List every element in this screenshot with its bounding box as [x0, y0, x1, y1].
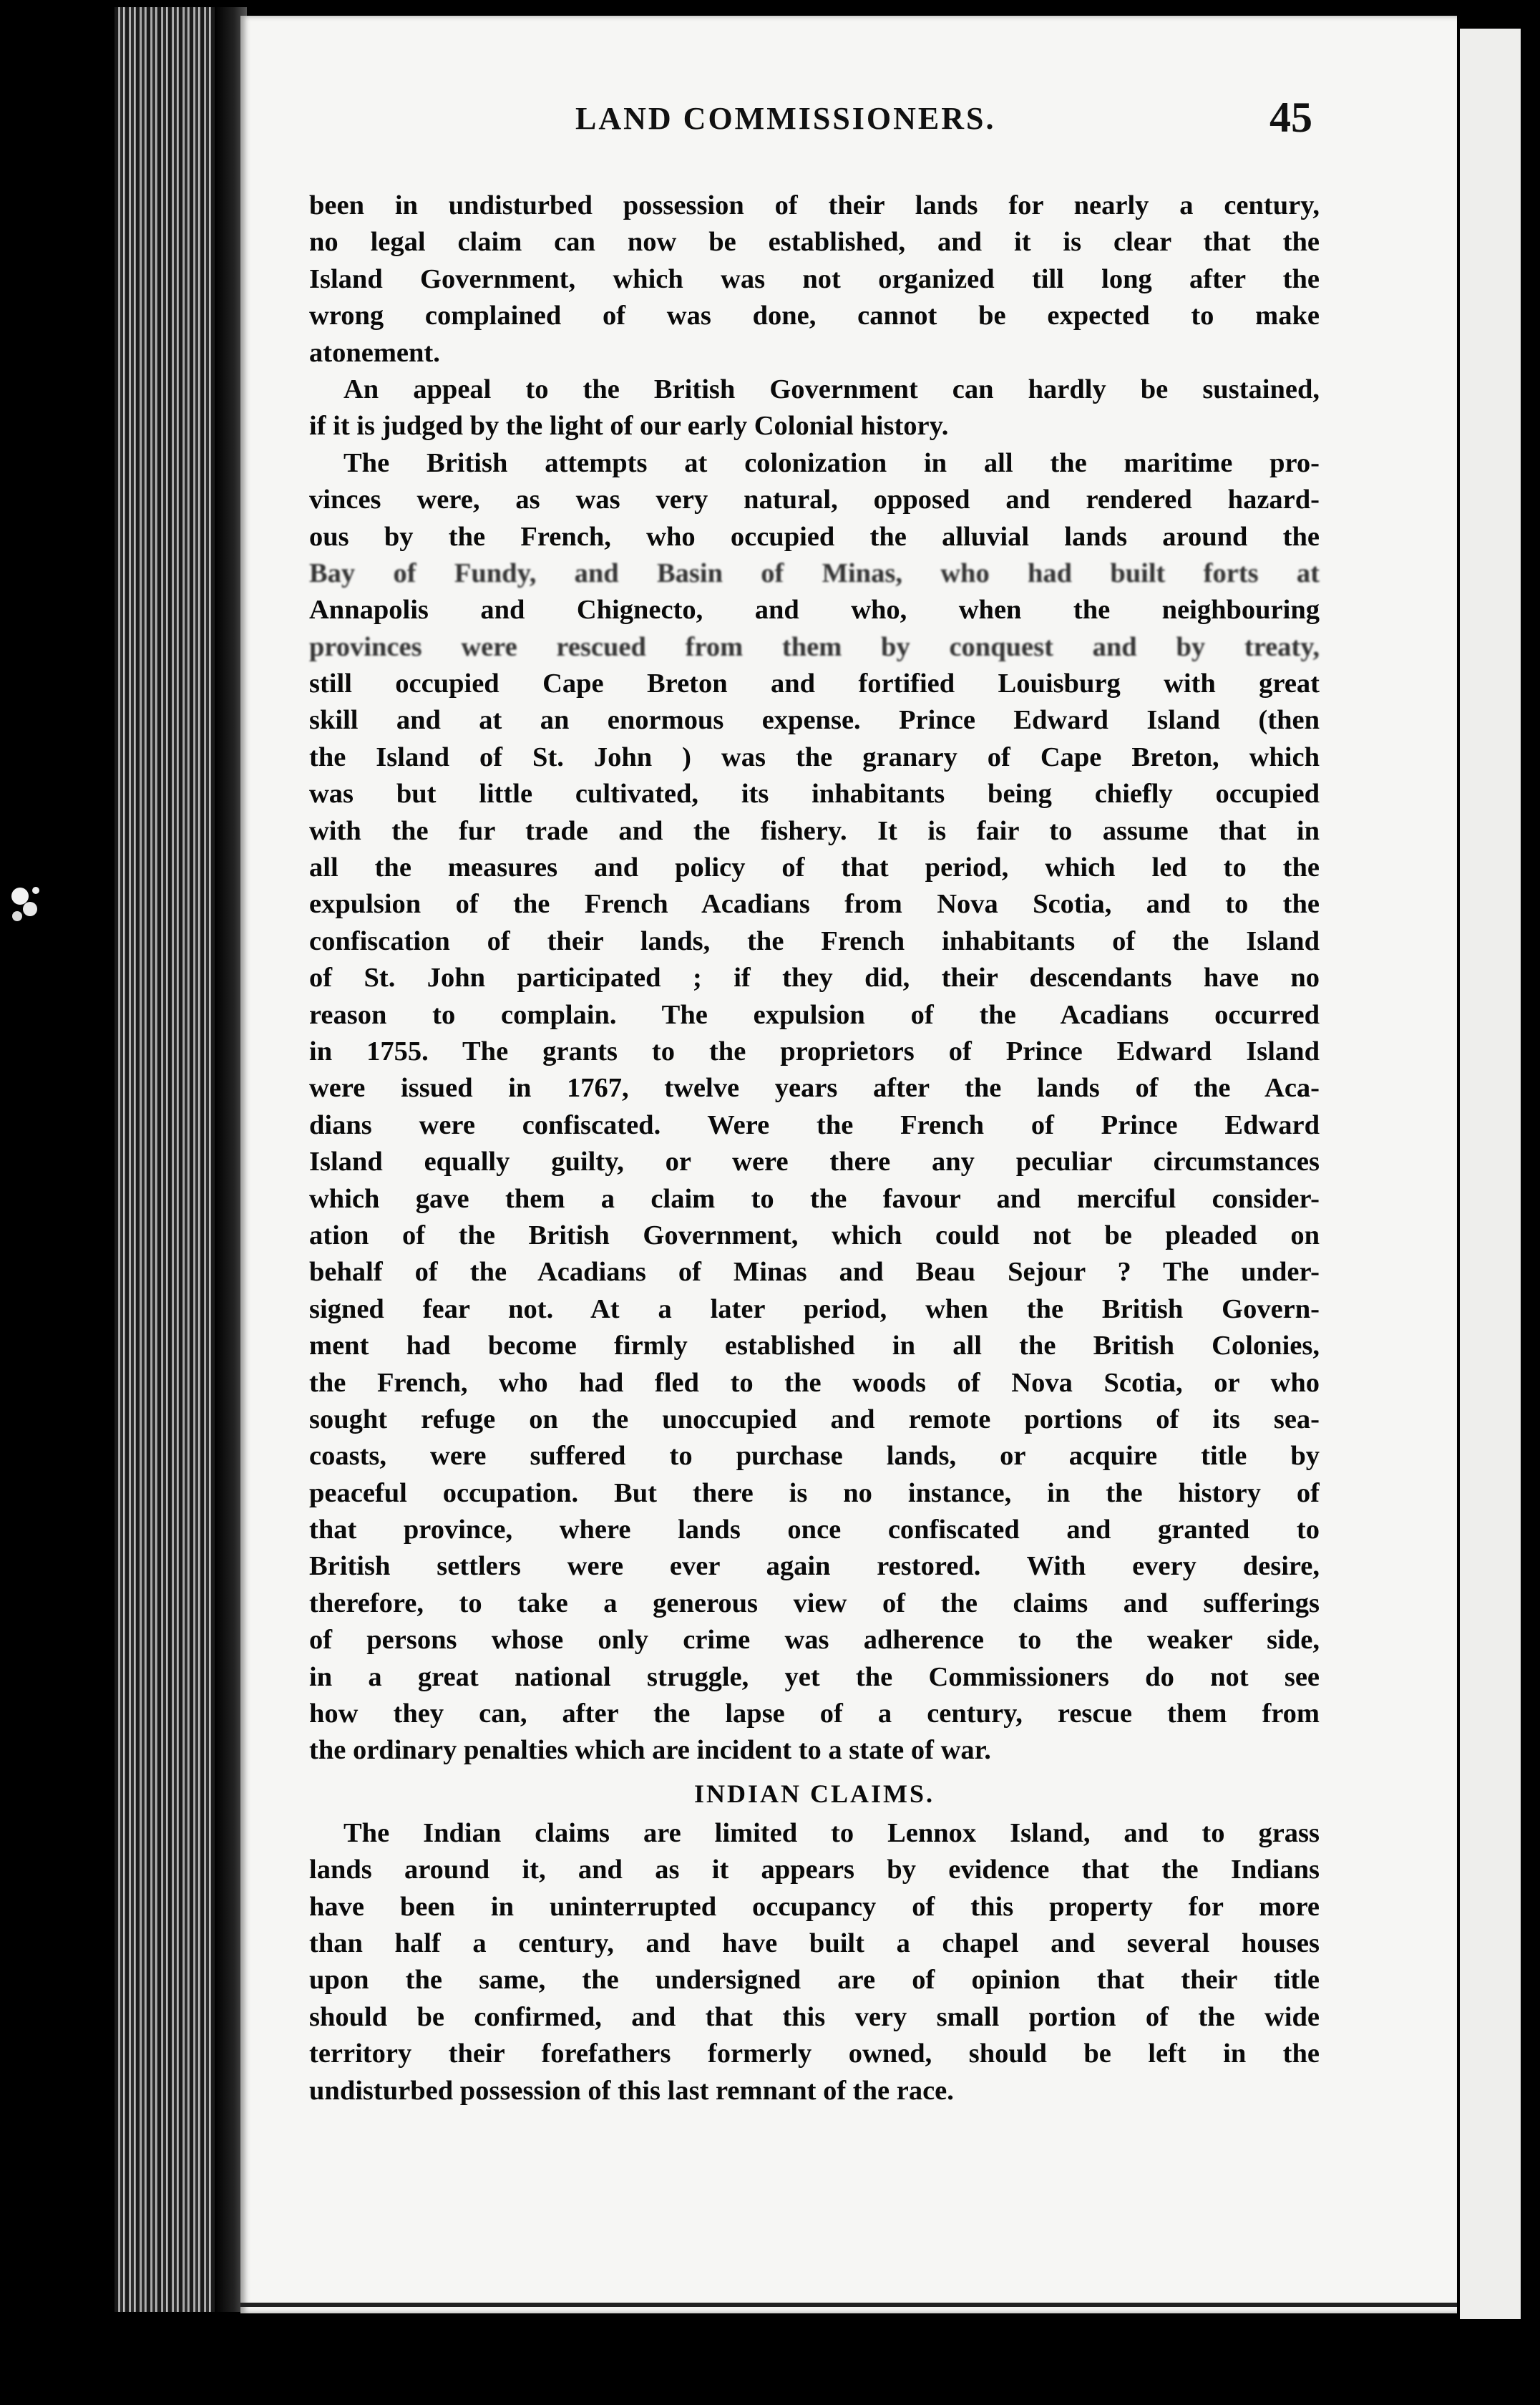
- text-line: the ordinary penalties which are incident to a state of war.: [309, 1735, 991, 1766]
- text-line: no legal claim can now be established, and it is clear that the: [309, 227, 1320, 258]
- text-line: sought refuge on the unoccupied and remote portions of its sea-: [309, 1404, 1320, 1434]
- text-line: all the measures and policy of that period, which led to the: [309, 852, 1320, 883]
- text-line: peaceful occupation. But there is no instance, in the history of: [309, 1477, 1320, 1508]
- text-line: atonement.: [309, 337, 440, 368]
- text-line: dians were confiscated. Were the French of Prince Edward: [309, 1109, 1320, 1140]
- text-line: expulsion of the French Acadians from Nova Scotia, and to the: [309, 889, 1320, 920]
- text-line: the French, who had fled to the woods of Nova Scotia, or who: [309, 1367, 1320, 1398]
- section-heading: INDIAN CLAIMS.: [693, 1779, 935, 1808]
- text-line: An appeal to the British Government can hardly be sustained,: [343, 374, 1320, 404]
- text-line: skill and at an enormous expense. Prince Edward Island (then: [309, 705, 1320, 736]
- text-line: in 1755. The grants to the proprietors of Prince Edward Island: [309, 1036, 1320, 1067]
- text-line: been in undisturbed possession of their lands for nearly a century,: [309, 190, 1320, 220]
- text-line: Annapolis and Chignecto, and who, when the neighbouring: [309, 595, 1320, 626]
- text-line: behalf of the Acadians of Minas and Beau Sejour ? The under-: [309, 1257, 1320, 1288]
- text-line: The Indian claims are limited to Lennox Island, and to grass: [343, 1817, 1320, 1848]
- text-line: if it is judged by the light of our early Colonial history.: [309, 411, 949, 442]
- page-header: [240, 93, 1457, 143]
- text-line: The British attempts at colonization in all the maritime pro-: [343, 447, 1320, 478]
- text-line: confiscation of their lands, the French inhabitants of the Island: [309, 925, 1320, 956]
- text-line: undisturbed possession of this last remnant of the race.: [309, 2075, 954, 2106]
- text-line: of persons whose only crime was adherence to the weaker side,: [309, 1625, 1320, 1656]
- text-line: in a great national struggle, yet the Commissioners do not see: [309, 1661, 1320, 1692]
- text-line: was but little cultivated, its inhabitants being chiefly occupied: [309, 779, 1320, 810]
- text-line: therefore, to take a generous view of the claims and sufferings: [309, 1588, 1320, 1618]
- text-line: how they can, after the lapse of a century, rescue them from: [309, 1699, 1320, 1729]
- text-line: have been in uninterrupted occupancy of this property for more: [309, 1891, 1320, 1922]
- text-line: British settlers were ever again restored. With every desire,: [309, 1551, 1320, 1582]
- facing-page-edge: [1460, 29, 1521, 2319]
- text-line: than half a century, and have built a chapel and several houses: [309, 1928, 1320, 1958]
- running-title: LAND COMMISSIONERS.: [575, 101, 996, 136]
- text-line: of St. John participated ; if they did, their descendants have no: [309, 963, 1320, 993]
- text-line: coasts, were suffered to purchase lands, or acquire title by: [309, 1441, 1320, 1472]
- text-line: should be confirmed, and that this very small portion of the wide: [309, 2001, 1320, 2032]
- text-line: lands around it, and as it appears by evidence that the Indians: [309, 1855, 1320, 1885]
- text-line: that province, where lands once confiscated and granted to: [309, 1515, 1320, 1545]
- text-line: ment had become firmly established in all the British Colonies,: [309, 1331, 1320, 1361]
- text-line: still occupied Cape Breton and fortified Louisburg with great: [309, 669, 1320, 699]
- text-line: with the fur trade and the fishery. It is fair to assume that in: [309, 815, 1320, 846]
- text-line: were issued in 1767, twelve years after the lands of the Aca-: [309, 1073, 1320, 1104]
- body-text: [309, 188, 1320, 2109]
- text-line: the Island of St. John ) was the granary of Cape Breton, which: [309, 742, 1320, 772]
- text-line: ous by the French, who occupied the alluvial lands around the: [309, 521, 1320, 552]
- text-line: ation of the British Government, which could not be pleaded on: [309, 1220, 1320, 1250]
- text-line: territory their forefathers formerly owned, should be left in the: [309, 2039, 1320, 2069]
- text-line: reason to complain. The expulsion of the Acadians occurred: [309, 999, 1320, 1030]
- text-line: signed fear not. At a later period, when the British Govern-: [309, 1293, 1320, 1324]
- text-line: upon the same, the undersigned are of opinion that their title: [309, 1965, 1320, 1996]
- page-number: 45: [1269, 94, 1312, 141]
- text-line: provinces were rescued from them by conquest and by treaty,: [309, 631, 1320, 662]
- text-line: Island Government, which was not organized till long after the: [309, 263, 1320, 294]
- text-line: Bay of Fundy, and Basin of Minas, who had built forts at: [309, 558, 1320, 588]
- book-page: [240, 16, 1457, 2313]
- text-line: Island equally guilty, or were there any peculiar circumstances: [309, 1147, 1320, 1177]
- text-line: wrong complained of was done, cannot be expected to make: [309, 301, 1320, 331]
- text-line: which gave them a claim to the favour and merciful consider-: [309, 1183, 1320, 1214]
- text-line: vinces were, as was very natural, opposed and rendered hazard-: [309, 485, 1320, 515]
- paper-speck-marks: [6, 875, 49, 939]
- page-bottom-edge: [240, 2303, 1457, 2307]
